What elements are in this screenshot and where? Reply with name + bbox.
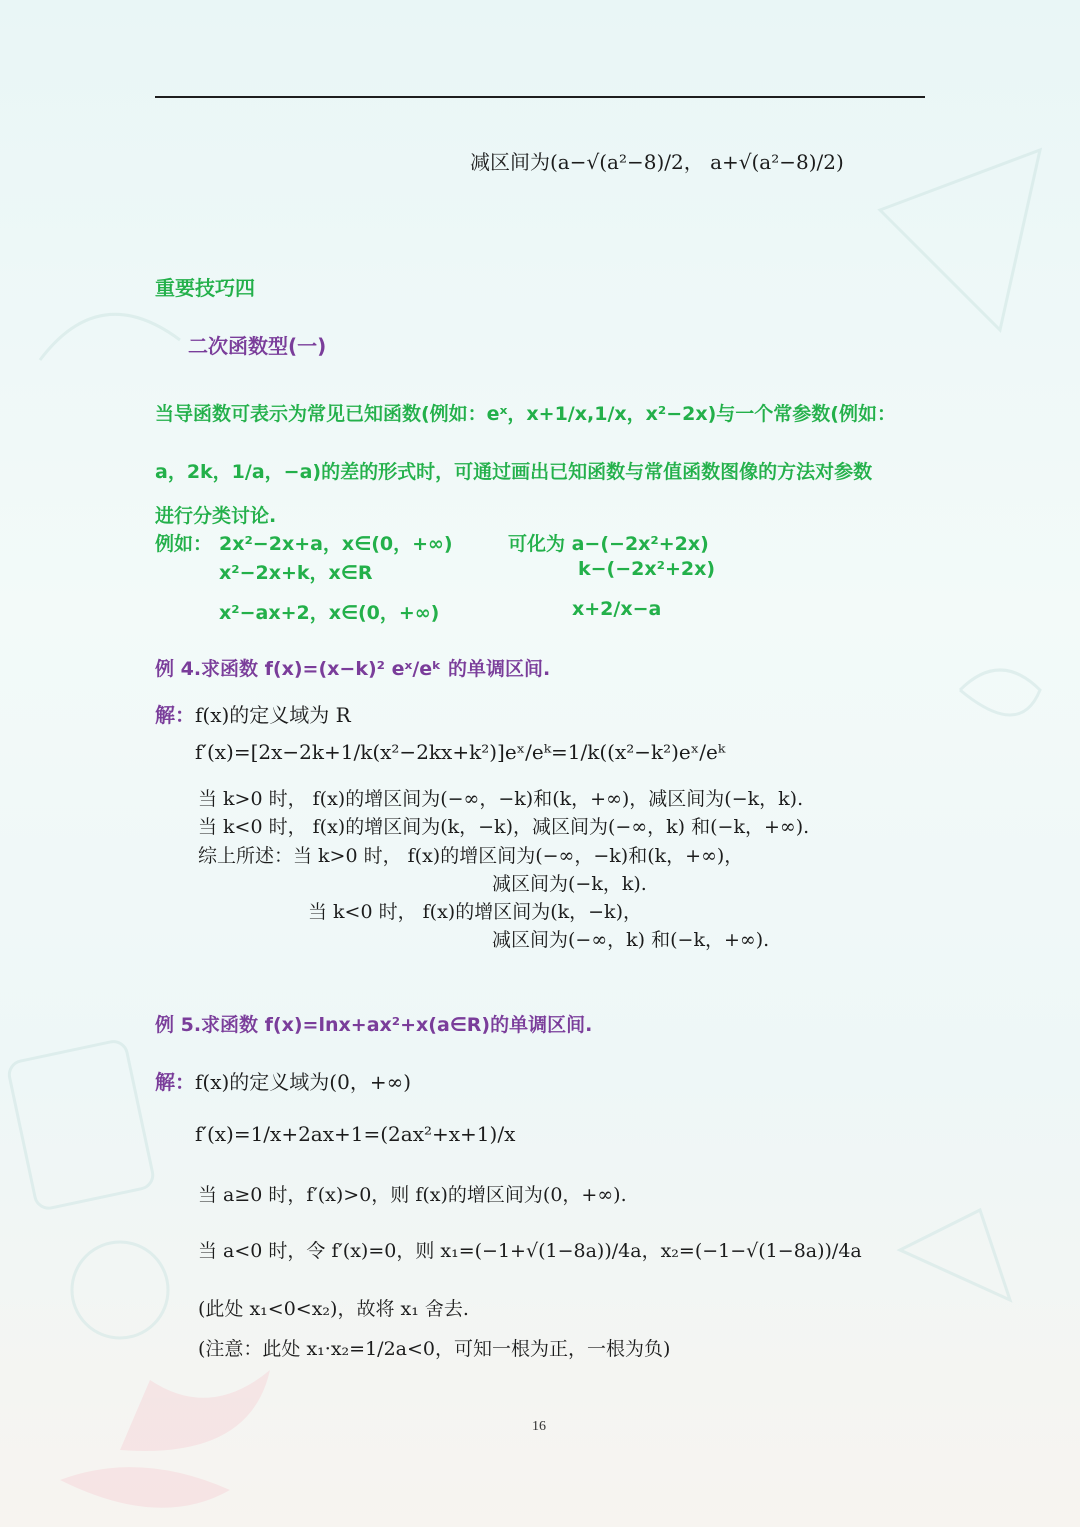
example4-summary3: 当 k<0 时， f(x)的增区间为(k，−k)， — [308, 901, 642, 923]
header-decrease-interval-text: 减区间为(a−√(a²−8)/2， a+√(a²−8)/2) — [470, 150, 844, 174]
examples-row-2-left: x²−2x+k，x∈R — [219, 562, 373, 584]
example5-note1: (此处 x₁<0<x₂)，故将 x₁ 舍去. — [198, 1298, 469, 1320]
example5-domain: f(x)的定义域为(0，+∞) — [195, 1070, 412, 1094]
intro-line-3: 进行分类讨论. — [155, 505, 277, 527]
example5-solution — [155, 1066, 411, 1095]
example4-summary1: 综上所述：当 k>0 时， f(x)的增区间为(−∞，−k)和(k，+∞)， — [198, 845, 744, 867]
examples-row-2-right: k−(−2x²+2x) — [578, 558, 716, 580]
page-number: 16 — [532, 1419, 546, 1434]
header-decrease-interval — [470, 146, 844, 175]
header-rule — [155, 96, 925, 98]
example4-domain: f(x)的定义域为 R — [195, 703, 351, 727]
example5-title: 例 5.求函数 f(x)=lnx+ax²+x(a∈R)的单调区间. — [155, 1014, 593, 1036]
intro-line-1: 当导函数可表示为常见已知函数(例如：eˣ，x+1/x,1/x，x²−2x)与一个常参数(例如： — [155, 403, 896, 425]
examples-row-3-left: x²−ax+2，x∈(0，+∞) — [219, 602, 440, 624]
example4-derivative: f′(x)=[2x−2k+1/k(x²−2kx+k²)]eˣ/eᵏ=1/k((x²−k²)eˣ/eᵏ — [195, 740, 726, 764]
intro-line-2: a，2k，1/a，−a)的差的形式时，可通过画出已知函数与常值函数图像的方法对参数 — [155, 461, 873, 483]
example4-solution — [155, 699, 351, 728]
example4-summary4: 减区间为(−∞，k) 和(−k，+∞). — [492, 929, 770, 951]
section-subtitle: 二次函数型(一) — [188, 334, 327, 358]
example5-solution-label: 解： — [155, 1070, 195, 1094]
example5-case1: 当 a≥0 时，f′(x)>0，则 f(x)的增区间为(0，+∞). — [198, 1184, 627, 1206]
section-title: 重要技巧四 — [155, 276, 255, 300]
example4-case1: 当 k>0 时， f(x)的增区间为(−∞，−k)和(k，+∞)，减区间为(−k，k). — [198, 788, 804, 810]
example5-derivative: f′(x)=1/x+2ax+1=(2ax²+x+1)/x — [195, 1122, 516, 1146]
examples-row-1-right: 可化为 a−(−2x²+2x) — [508, 533, 709, 555]
example4-title: 例 4.求函数 f(x)=(x−k)² eˣ/eᵏ 的单调区间. — [155, 658, 551, 680]
example4-summary2: 减区间为(−k，k). — [492, 873, 647, 895]
examples-label: 例如： — [155, 533, 213, 555]
example5-case2: 当 a<0 时，令 f′(x)=0，则 x₁=(−1+√(1−8a))/4a，x₂=(−1−√(1−8a))/4a — [198, 1240, 862, 1262]
examples-row-1-left: 2x²−2x+a，x∈(0，+∞) — [219, 533, 453, 555]
examples-row-3-right: x+2/x−a — [572, 598, 662, 620]
example5-note2: (注意：此处 x₁·x₂=1/2a<0，可知一根为正，一根为负) — [198, 1338, 671, 1360]
example4-case2: 当 k<0 时， f(x)的增区间为(k，−k)，减区间为(−∞，k) 和(−k，+∞). — [198, 816, 810, 838]
example4-solution-label: 解： — [155, 703, 195, 727]
